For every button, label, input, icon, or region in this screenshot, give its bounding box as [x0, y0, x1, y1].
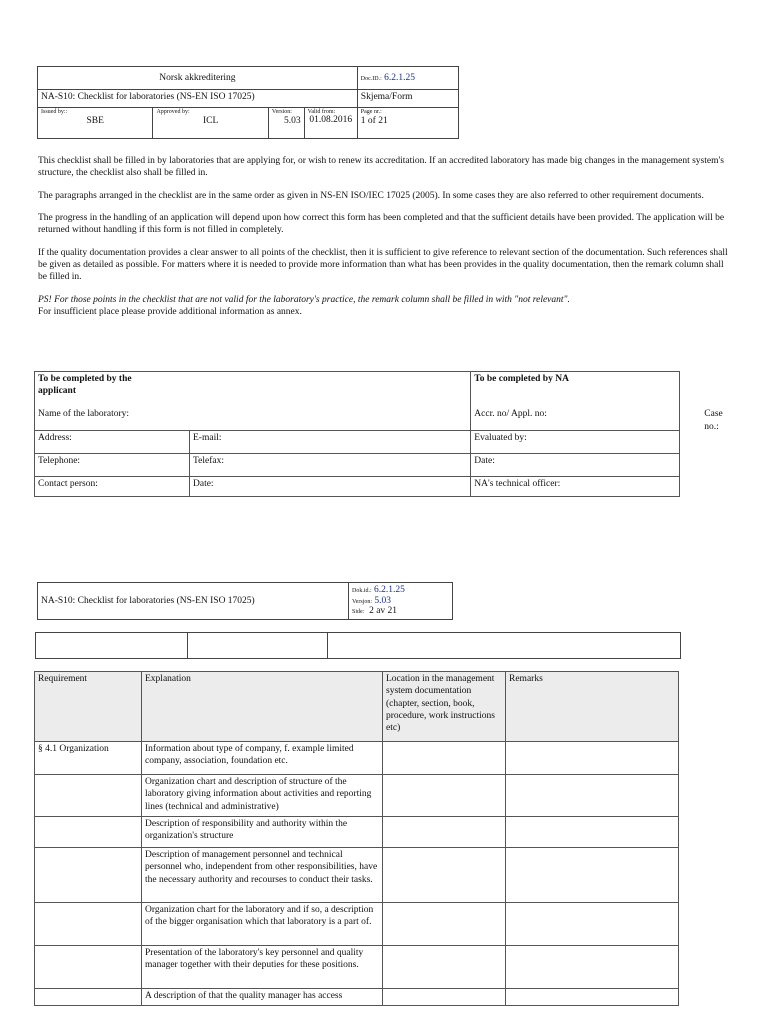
table-row: [35, 848, 679, 903]
document-header: [37, 66, 459, 139]
location-cell[interactable]: [383, 817, 506, 848]
side-value: 2 av 21: [369, 606, 398, 617]
col-requirement: Requirement: [35, 672, 142, 742]
applicant-table: [34, 371, 723, 497]
valid-value: 01.08.2016: [309, 115, 353, 126]
table-row: [35, 817, 679, 848]
versjon-label: Versjon:: [352, 598, 372, 605]
blank-cell-1[interactable]: [36, 633, 188, 659]
approved-value: ICL: [203, 116, 219, 127]
doc-id-cell: [357, 67, 458, 90]
location-cell[interactable]: [383, 742, 506, 775]
version-value: 5.03: [284, 116, 301, 127]
lab-name-label: Name of the laboratory:: [38, 408, 130, 419]
org-name: Norsk akkreditering: [38, 67, 358, 90]
requirement-cell: [35, 946, 142, 989]
blank-info-row: [35, 632, 681, 659]
intro-paragraph-3: The progress in the handling of an application will depend upon how correct this form has been completed and that the sufficient details have been provided. The application will be returned without handling if this form is not filled in completely.: [38, 213, 725, 236]
page-value: 1 of 21: [360, 116, 388, 127]
requirement-cell: [35, 903, 142, 946]
dok-label: Dok.id.:: [352, 587, 372, 594]
intro-paragraph-4: If the quality documentation provides a clear answer to all points of the checklist, then it is sufficient to give reference to relevant section of the documentation. Such references shall be given as detailed as possible. For matters where it is needed to provide more information than what has been provides in the quality documentation, then the remark column shall be filled in.: [38, 247, 728, 283]
intro-ps-note: PS! For those points in the checklist that are not valid for the laboratory's practice, the remark column shall be filled in with "not relevant".: [38, 294, 570, 305]
page2-meta: [349, 583, 453, 620]
col-location: Location in the management system documentation (chapter, section, book, procedure, work instructions etc): [383, 672, 506, 742]
versjon-value: 5.03: [374, 595, 391, 606]
doc-id-value: 6.2.1.25: [384, 72, 416, 83]
applicant-heading: To be completed by the applicant: [38, 374, 132, 397]
na-heading: To be completed by NA: [474, 374, 569, 384]
location-cell[interactable]: [383, 775, 506, 817]
col-remarks: Remarks: [506, 672, 679, 742]
intro-text: [38, 155, 730, 318]
version-cell: [268, 108, 304, 139]
date-field[interactable]: Date:: [471, 454, 680, 477]
evaluated-field[interactable]: Evaluated by:: [471, 431, 680, 454]
remarks-cell[interactable]: [506, 903, 679, 946]
issued-value: SBE: [86, 116, 104, 127]
remarks-cell[interactable]: [506, 989, 679, 1006]
remarks-cell[interactable]: [506, 946, 679, 989]
na-section: [471, 372, 723, 432]
issued-cell: [38, 108, 153, 139]
dok-value: 6.2.1.25: [374, 584, 405, 595]
table-row: [35, 742, 679, 775]
requirement-cell: [35, 817, 142, 848]
table-row: [35, 903, 679, 946]
page2-header: [37, 582, 453, 620]
explanation-cell: Information about type of company, f. example limited company, association, foundation etc.: [142, 742, 383, 775]
page-cell: [357, 108, 458, 139]
remarks-cell[interactable]: [506, 817, 679, 848]
location-cell[interactable]: [383, 989, 506, 1006]
col-explanation: Explanation: [142, 672, 383, 742]
section-organization: § 4.1 Organization: [35, 742, 142, 775]
checklist-table: [34, 671, 679, 1006]
intro-paragraph-1: This checklist shall be filled in by laboratories that are applying for, or wish to renew its accreditation. If an accredited laboratory has made big changes in the management system's structure, the checklist also shall be filled in.: [38, 156, 724, 179]
table-row: [35, 775, 679, 817]
issued-label: Issued by::: [41, 109, 68, 115]
date2-field[interactable]: Date:: [190, 477, 471, 497]
intro-annex-note: For insufficient place please provide additional information as annex.: [38, 307, 302, 318]
officer-field[interactable]: NA's technical officer:: [471, 477, 680, 497]
applicant-section: [35, 372, 471, 431]
table-row: [35, 989, 679, 1006]
email-field[interactable]: E-mail:: [190, 431, 471, 454]
address-field[interactable]: Address:: [35, 431, 190, 454]
explanation-cell: Description of management personnel and technical personnel who, independent from other responsibilities, have the necessary authority and recourses to conduct their tasks.: [142, 848, 383, 903]
blank-cell-2[interactable]: [188, 633, 328, 659]
explanation-cell: A description of that the quality manager has access: [142, 989, 383, 1006]
blank-cell-3[interactable]: [328, 633, 681, 659]
approved-label: Approved by:: [156, 109, 190, 115]
telefax-field[interactable]: Telefax:: [190, 454, 471, 477]
form-label: Skjema/Form: [357, 90, 458, 108]
location-cell[interactable]: [383, 946, 506, 989]
requirement-cell: [35, 775, 142, 817]
side-label: Side:: [352, 609, 365, 616]
telephone-field[interactable]: Telephone:: [35, 454, 190, 477]
location-cell[interactable]: [383, 903, 506, 946]
remarks-cell[interactable]: [506, 775, 679, 817]
page2-title: NA-S10: Checklist for laboratories (NS-EN ISO 17025): [38, 583, 349, 620]
remarks-cell[interactable]: [506, 848, 679, 903]
requirement-cell: [35, 848, 142, 903]
valid-cell: [304, 108, 357, 139]
checklist-header-row: [35, 672, 679, 742]
valid-label: Valid from:: [307, 109, 336, 115]
case-label: Case no.:: [704, 409, 723, 432]
page-label: Page nr.:: [360, 109, 382, 115]
doc-title: NA-S10: Checklist for laboratories (NS-EN ISO 17025): [38, 90, 358, 108]
explanation-cell: Organization chart for the laboratory and if so, a description of the bigger organisation which that laboratory is a part of.: [142, 903, 383, 946]
remarks-cell[interactable]: [506, 742, 679, 775]
intro-paragraph-2: The paragraphs arranged in the checklist are in the same order as given in NS-EN ISO/IEC 17025 (2005). In some cases they are also referred to other requirement documents.: [38, 190, 704, 201]
explanation-cell: Organization chart and description of structure of the laboratory giving information about activities and reporting lines (technical and administrative): [142, 775, 383, 817]
approved-cell: [153, 108, 268, 139]
location-cell[interactable]: [383, 848, 506, 903]
version-label: Version:: [271, 109, 292, 115]
contact-field[interactable]: Contact person:: [35, 477, 190, 497]
explanation-cell: Description of responsibility and authority within the organization's structure: [142, 817, 383, 848]
doc-id-label: Doc.ID.:: [360, 75, 382, 82]
explanation-cell: Presentation of the laboratory's key personnel and quality manager together with their deputies for these positions.: [142, 946, 383, 989]
table-row: [35, 946, 679, 989]
requirement-cell: [35, 989, 142, 1006]
accr-label: Accr. no/ Appl. no:: [474, 409, 547, 420]
